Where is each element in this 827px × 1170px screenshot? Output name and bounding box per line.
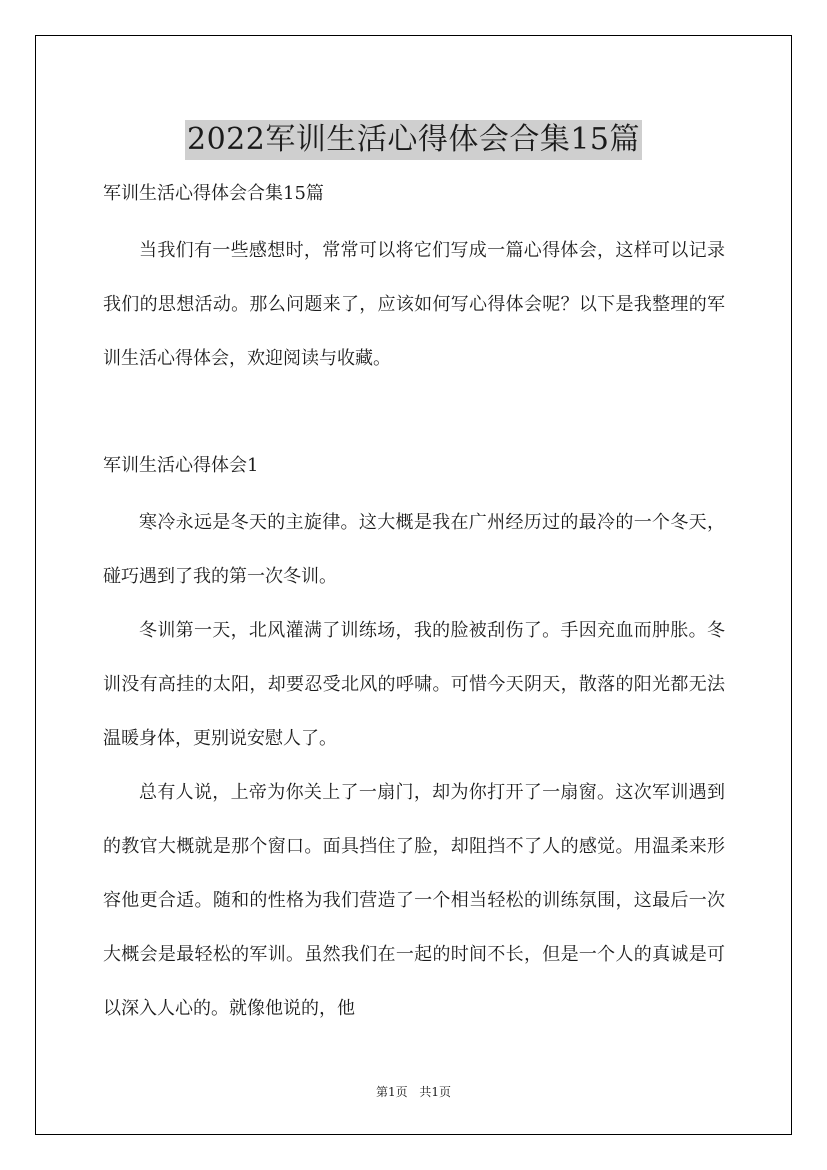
document-body bbox=[103, 176, 725, 1036]
document-subtitle: 军训生活心得体会合集15篇 bbox=[103, 183, 324, 204]
section-heading: 军训生活心得体会1 bbox=[103, 455, 259, 476]
page-number: 第1页 bbox=[375, 1085, 408, 1099]
document-title: 2022军训生活心得体会合集15篇 bbox=[185, 120, 642, 160]
body-paragraph-2: 冬训第一天，北风灌满了训练场，我的脸被刮伤了。手因充血而肿胀。冬训没有高挂的太阳，却要忍受北风的呼啸。可惜今天阴天，散落的阳光都无法温暖身体，更别说安慰人了。 bbox=[103, 620, 725, 749]
page-total: 共1页 bbox=[419, 1085, 452, 1099]
intro-paragraph: 当我们有一些感想时，常常可以将它们写成一篇心得体会，这样可以记录我们的思想活动。那么问题来了，应该如何写心得体会呢？以下是我整理的军训生活心得体会，欢迎阅读与收藏。 bbox=[103, 240, 725, 369]
page-footer bbox=[0, 1082, 827, 1102]
body-paragraph-3: 总有人说，上帝为你关上了一扇门，却为你打开了一扇窗。这次军训遇到的教官大概就是那个窗口。面具挡住了脸，却阻挡不了人的感觉。用温柔来形容他更合适。随和的性格为我们营造了一个相当轻松的训练氛围，这最后一次大概会是最轻松的军训。虽然我们在一起的时间不长，但是一个人的真诚是可以深入人心的。就像他说的，他 bbox=[103, 782, 725, 1019]
body-paragraph-1: 寒冷永远是冬天的主旋律。这大概是我在广州经历过的最冷的一个冬天，碰巧遇到了我的第一次冬训。 bbox=[103, 512, 725, 587]
title-container bbox=[0, 100, 827, 180]
